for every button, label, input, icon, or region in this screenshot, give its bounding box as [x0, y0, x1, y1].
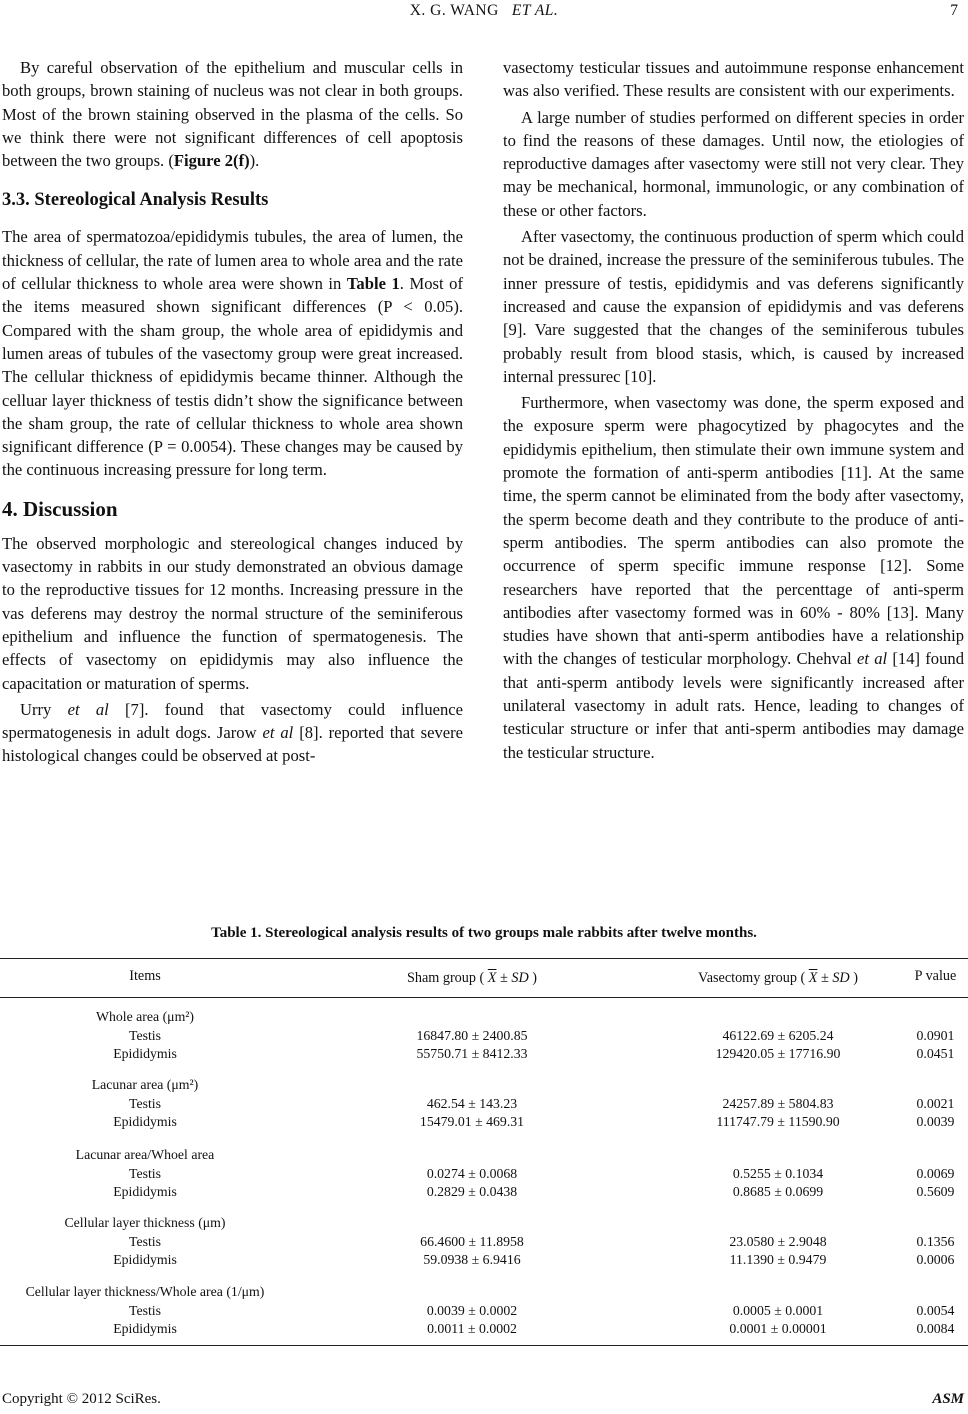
paragraph-apoptosis	[2, 56, 463, 172]
paragraph-text: Furthermore, when vasectomy was done, the sperm exposed and the exposure sperm were phagocytized by phagocytes and the epididymis epithelium, then stimulate their own immune system and promote the formation of anti-sperm antibodies [11]. At the same time, the sperm cannot be eliminated from the body after vasectomy, the sperm become death and they contribute to the produce of anti-sperm antibodies. The sperm antibodies can also promote the occurrence of sperm specific immune response [12]. Some researchers have reported that the percenttage of anti-sperm antibodies after vasectomy formed was in 60% - 80% [13]. Many studies have shown that anti-sperm antibodies have a relationship with the changes of testicular morphology. Chehval	[503, 393, 964, 669]
section-heading-4: 4. Discussion	[2, 496, 118, 521]
cell-sham: 55750.71 ± 8412.33	[416, 1046, 528, 1061]
cell-sham: 0.0011 ± 0.0002	[427, 1321, 517, 1336]
paragraph-text: Urry	[20, 699, 68, 719]
paragraph-stereology	[2, 225, 463, 481]
cell-pvalue: 0.0069	[916, 1166, 955, 1181]
group-label: Lacunar area (μm²)	[91, 1077, 199, 1092]
section-heading-3-3: 3.3. Stereological Analysis Results	[2, 190, 269, 211]
etal-italic: et al	[857, 649, 888, 669]
sd-symbol: ± SD	[496, 970, 529, 986]
table-top-rule	[0, 958, 968, 959]
column-header-sham	[372, 970, 572, 987]
paragraph-discussion-2	[2, 698, 463, 768]
mean-symbol: $\overline{X}$	[487, 970, 497, 986]
cell-pvalue: 0.0901	[916, 1028, 955, 1043]
paragraph-etiologies: A large number of studies performed on different species in order to find the reasons of these damages. Until now, the etiologies of reproductive damages after vasectomy were still not very clear. They may be mechanical, hormonal, immunologic, or any combination of these or other factors.	[503, 107, 964, 220]
copyright: Copyright © 2012 SciRes.	[2, 1391, 161, 1407]
cell-sham: 0.0039 ± 0.0002	[426, 1303, 518, 1318]
row-item: Testis	[129, 1028, 161, 1043]
column-header-pvalue: P value	[914, 968, 957, 984]
row-item: Epididymis	[113, 1046, 177, 1061]
group-label: Cellular layer thickness (μm)	[64, 1215, 226, 1230]
cell-vasectomy: 23.0580 ± 2.9048	[729, 1234, 827, 1249]
header-text: Sham group (	[407, 970, 485, 986]
row-item: Epididymis	[113, 1252, 177, 1267]
paragraph-discussion-1: The observed morphologic and stereological changes induced by vasectomy in rabbits in our study demonstrated an obvious damage to the reproductive tissues for 12 months. Increasing pressure in the vas deferens may destroy the normal structure of the seminiferous epithelium and influence the function of spermatogenesis. The effects of vasectomy on epididymis may also influence the capacitation or maturation of sperms.	[2, 533, 463, 693]
table-header-rule	[0, 997, 968, 998]
row-item: Testis	[129, 1234, 161, 1249]
cell-vasectomy: 0.5255 ± 0.1034	[732, 1166, 824, 1181]
running-header	[0, 0, 968, 24]
cell-vasectomy: 24257.89 ± 5804.83	[722, 1096, 834, 1111]
cell-pvalue: 0.0054	[916, 1303, 955, 1318]
cell-pvalue: 0.0451	[916, 1046, 955, 1061]
cell-pvalue: 0.0006	[916, 1252, 955, 1267]
cell-vasectomy: 111747.79 ± 11590.90	[716, 1114, 840, 1129]
cell-pvalue: 0.0021	[916, 1096, 955, 1111]
header-author: X. G. WANG	[409, 2, 499, 19]
etal-italic: et al	[262, 723, 294, 743]
cell-pvalue: 0.0039	[916, 1114, 955, 1129]
cell-vasectomy: 0.0001 ± 0.00001	[729, 1321, 827, 1336]
cell-sham: 16847.80 ± 2400.85	[416, 1028, 528, 1043]
header-text: )	[528, 970, 537, 986]
paragraph-pressure: After vasectomy, the continuous production of sperm which could not be drained, increase the pressure of the seminiferous tubules. The inner pressure of testis, epididymis and vas deferens significantly increased and cause the expansion of epididymis and vas deferens [9]. Vare suggested that the changes of the seminiferous tubules probably result from blood stasis, which, is caused by increased internal pressurec [10].	[503, 227, 964, 386]
group-label: Cellular layer thickness/Whole area (1/μm)	[25, 1284, 265, 1299]
cell-vasectomy: 46122.69 ± 6205.24	[722, 1028, 834, 1043]
journal-abbrev: ASM	[932, 1391, 964, 1407]
cell-sham: 0.0274 ± 0.0068	[426, 1166, 518, 1181]
cell-vasectomy: 0.8685 ± 0.0699	[732, 1184, 824, 1199]
table-ref[interactable]: Table 1	[346, 274, 400, 294]
right-column	[503, 56, 964, 764]
paragraph-text: By careful observation of the epithelium and muscular cells in both groups, brown staining of nucleus was not clear in both groups. Most of the brown staining observed in the plasma of the cells. So we think there were not significant differences of cell apoptosis between the two groups. (	[2, 58, 463, 171]
paragraph-text: The area of spermatozoa/epididymis tubules, the area of lumen, the thickness of cellular, the rate of lumen area to whole area and the rate of cellular thickness to whole area were shown in	[2, 227, 463, 294]
table-bottom-rule	[0, 1345, 968, 1346]
paragraph-continued: vasectomy testicular tissues and autoimmune response enhancement was also verified. These results are consistent with our experiments.	[503, 58, 964, 101]
figure-ref[interactable]: Figure 2(f)	[173, 151, 250, 171]
paragraph-text: . Most of the items measured shown significant differences (P < 0.05). Compared with the sham group, the whole area of epididymis and lumen areas of tubules of the vasectomy group were great increased. The cellular thickness of epididymis became thinner. Although the celluar layer thickness of testis didn’t show the significance between the sham group, the rate of cellular thickness to whole area shown significant difference (P = 0.0054). These changes may be caused by the continuous increasing pressure for long term.	[2, 274, 463, 480]
column-header-items: Items	[129, 968, 161, 984]
cell-vasectomy: 0.0005 ± 0.0001	[732, 1303, 824, 1318]
cell-sham: 59.0938 ± 6.9416	[423, 1252, 521, 1267]
cell-pvalue: 0.0084	[916, 1321, 955, 1336]
paragraph-text: ).	[249, 151, 260, 171]
group-label: Whole area (μm²)	[95, 1009, 195, 1024]
table-caption: Table 1. Stereological analysis results of two groups male rabbits after twelve months.	[211, 925, 757, 941]
cell-sham: 66.4600 ± 11.8958	[420, 1234, 524, 1249]
etal-italic: et al	[67, 699, 109, 719]
row-item: Epididymis	[113, 1184, 177, 1199]
cell-sham: 462.54 ± 143.23	[426, 1096, 518, 1111]
row-item: Testis	[129, 1096, 161, 1111]
row-item: Testis	[129, 1166, 161, 1181]
sd-symbol: ± SD	[817, 970, 850, 986]
cell-pvalue: 0.5609	[916, 1184, 955, 1199]
cell-vasectomy: 11.1390 ± 0.9479	[729, 1252, 827, 1267]
row-item: Epididymis	[113, 1114, 177, 1129]
paragraph-text: [7]. found that vasectomy could influence spermatogenesis in adult dogs. Jarow	[2, 699, 464, 743]
column-header-vasectomy	[668, 970, 888, 987]
row-item: Epididymis	[113, 1321, 177, 1336]
header-etal: ET AL.	[511, 2, 559, 19]
running-title	[0, 2, 968, 20]
page-number: 7	[950, 2, 958, 19]
cell-vasectomy: 129420.05 ± 17716.90	[715, 1046, 841, 1061]
paragraph-text: [14] found that anti-sperm antibody levels were significantly increased after unilateral vasectomy in adult rats. Hence, leading to changes of testicular structure or infer that anti-sperm antibodies may damage the testicular structure.	[503, 649, 964, 762]
cell-sham: 15479.01 ± 469.31	[419, 1114, 525, 1129]
cell-pvalue: 0.1356	[916, 1234, 955, 1249]
row-item: Testis	[129, 1303, 161, 1318]
paragraph-text: [8]. reported that severe histological changes could be observed at post-	[2, 723, 464, 766]
mean-symbol: $\overline{X}$	[808, 970, 818, 986]
header-text: )	[849, 970, 858, 986]
paragraph-antibodies	[503, 391, 964, 764]
group-label: Lacunar area/Whoel area	[75, 1147, 215, 1162]
header-text: Vasectomy group (	[698, 970, 806, 986]
left-column	[2, 56, 463, 768]
cell-sham: 0.2829 ± 0.0438	[426, 1184, 518, 1199]
